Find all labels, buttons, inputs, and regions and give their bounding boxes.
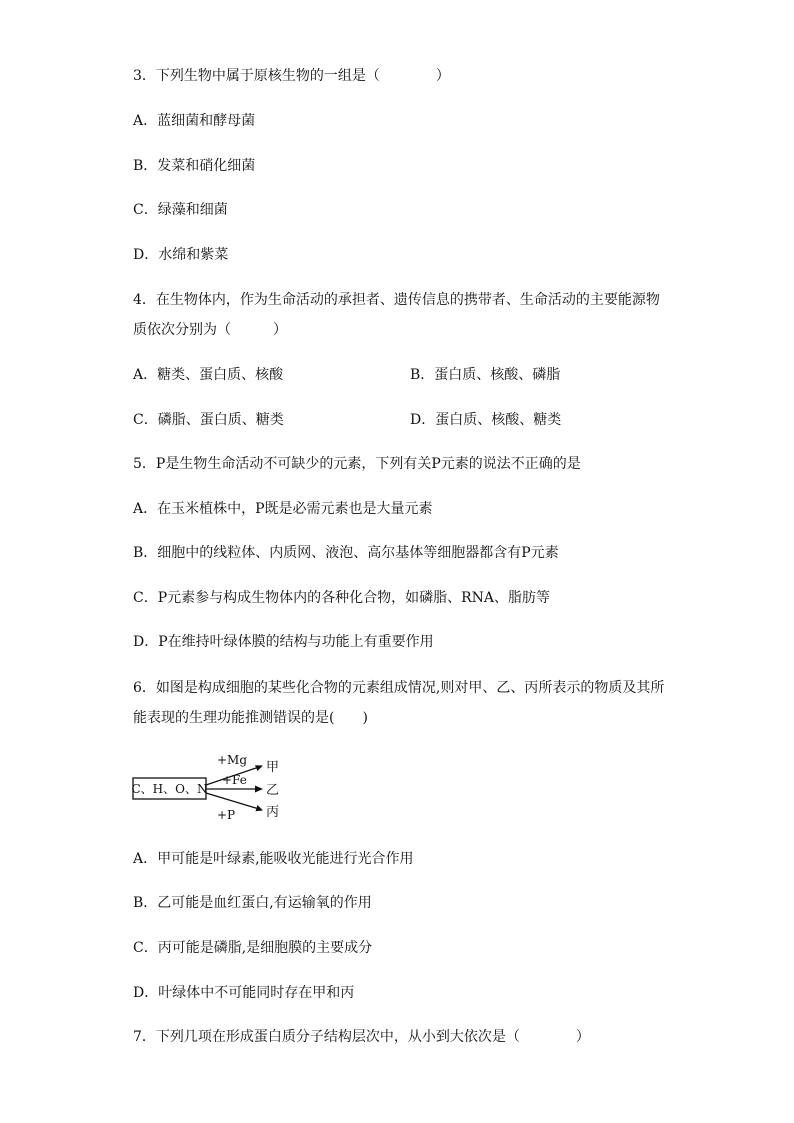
q6-option-c: C．丙可能是磷脂,是细胞膜的主要成分 — [133, 940, 373, 956]
q3-option-c: C．绿藻和细菌 — [133, 202, 228, 218]
q6-option-a: A．甲可能是叶绿素,能吸收光能进行光合作用 — [133, 851, 414, 867]
q4-stem-line1: 4．在生物体内，作为生命活动的承担者、遗传信息的携带者、生命活动的主要能源物 — [133, 292, 660, 308]
q4-option-c: C．磷脂、蛋白质、糖类 — [133, 412, 284, 428]
q3-stem: 3．下列生物中属于原核生物的一组是（ ） — [133, 68, 450, 84]
q6-stem-line2: 能表现的生理功能推测错误的是( ) — [133, 710, 368, 726]
p-label: +P — [217, 808, 236, 822]
arrowhead-bing — [256, 805, 264, 811]
q4-stem-line2: 质依次分别为（ ） — [133, 322, 287, 338]
q6-option-b: B．乙可能是血红蛋白,有运输氧的作用 — [133, 895, 372, 911]
element-box-label: C、H、O、N — [131, 782, 208, 796]
element-composition-diagram — [131, 752, 291, 824]
q4-option-a: A．糖类、蛋白质、核酸 — [133, 367, 284, 383]
q5-option-d: D．P在维持叶绿体膜的结构与功能上有重要作用 — [133, 634, 434, 650]
q4-option-b: B．蛋白质、核酸、磷脂 — [410, 367, 561, 383]
mg-label: +Mg — [217, 753, 248, 767]
fe-label: +Fe — [222, 773, 247, 787]
yi-label: 乙 — [266, 783, 280, 798]
jia-label: 甲 — [266, 760, 280, 775]
q3-option-b: B．发菜和硝化细菌 — [133, 158, 256, 174]
bing-label: 丙 — [266, 805, 280, 820]
q6-stem-line1: 6．如图是构成细胞的某些化合物的元素组成情况,则对甲、乙、丙所表示的物质及其所 — [133, 680, 665, 696]
q5-option-c: C．P元素参与构成生物体内的各种化合物，如磷脂、RNA、脂肪等 — [133, 590, 551, 606]
q3-option-a: A．蓝细菌和酵母菌 — [133, 113, 256, 129]
q3-option-d: D．水绵和紫菜 — [133, 247, 229, 263]
q5-stem: 5．P是生物生命活动不可缺少的元素，下列有关P元素的说法不正确的是 — [133, 456, 581, 472]
arrow-to-bing — [206, 793, 259, 809]
q7-stem: 7．下列几项在形成蛋白质分子结构层次中，从小到大依次是（ ） — [133, 1029, 590, 1045]
q5-option-b: B．细胞中的线粒体、内质网、液泡、高尔基体等细胞器都含有P元素 — [133, 545, 559, 561]
q5-option-a: A．在玉米植株中，P既是必需元素也是大量元素 — [133, 501, 433, 517]
q4-option-d: D．蛋白质、核酸、糖类 — [410, 412, 562, 428]
q6-option-d: D．叶绿体中不可能同时存在甲和丙 — [133, 985, 355, 1001]
arrowhead-yi — [255, 786, 263, 793]
